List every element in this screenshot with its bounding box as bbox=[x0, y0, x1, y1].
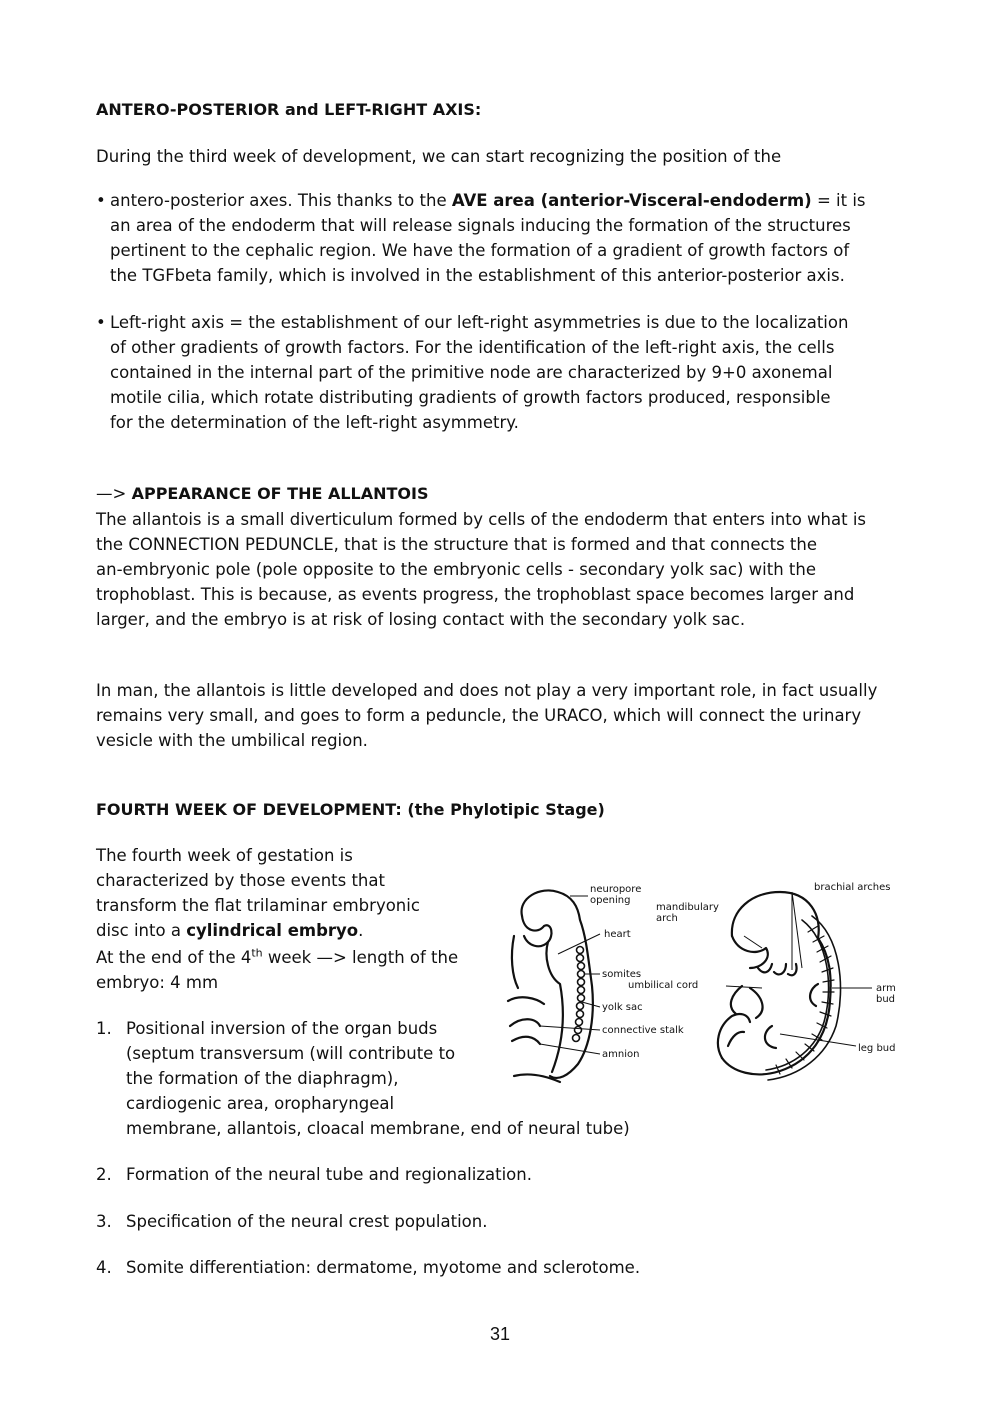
bullet-line: contained in the internal part of the primitive node are characterized by 9+0 axonemal bbox=[110, 363, 833, 382]
bullet-line: Left-right axis = the establishment of our left-right asymmetries is due to the localization bbox=[110, 313, 849, 332]
arm-bud-label-line2: bud bbox=[876, 994, 896, 1005]
bullet-text bbox=[110, 188, 910, 288]
left-embryo-ventral bbox=[547, 942, 563, 1072]
paragraph-line: In man, the allantois is little developed and does not play a very important role, in fact usually bbox=[96, 681, 878, 700]
arm-bud-label: arm bbox=[876, 983, 896, 994]
bullet-text bbox=[110, 310, 910, 435]
neuropore-label-line2: opening bbox=[590, 895, 631, 906]
connective-stalk-label: connective stalk bbox=[602, 1025, 684, 1036]
neuropore-label: neuropore bbox=[590, 884, 642, 895]
list-number: 4. bbox=[96, 1258, 112, 1277]
bullet-line: for the determination of the left-right asymmetry. bbox=[110, 413, 519, 432]
section-heading-fourth-week bbox=[96, 797, 605, 822]
list-number: 3. bbox=[96, 1212, 112, 1231]
bullet-text-lead: antero-posterior axes. This thanks to the bbox=[110, 191, 452, 210]
leg-bud bbox=[765, 1026, 776, 1048]
umbilical-cord bbox=[731, 986, 763, 1018]
paragraph-line: an-embryonic pole (pole opposite to the embryonic cells - secondary yolk sac) with the bbox=[96, 560, 816, 579]
list-text: Specification of the neural crest population. bbox=[126, 1212, 488, 1231]
section-heading-axes: ANTERO-POSTERIOR and LEFT-RIGHT AXIS: bbox=[96, 100, 482, 119]
paragraph-line: the CONNECTION PEDUNCLE, that is the structure that is formed and that connects the bbox=[96, 535, 817, 554]
paragraph-text: At the end of the 4 bbox=[96, 948, 252, 967]
bullet-line: the TGFbeta family, which is involved in the establishment of this anterior-posterior axis. bbox=[110, 266, 845, 285]
somites-label: somites bbox=[602, 969, 642, 980]
brachial-arches-label: brachial arches bbox=[814, 882, 891, 893]
list-line: (septum transversum (will contribute to bbox=[126, 1044, 456, 1063]
superscript: th bbox=[251, 946, 263, 960]
cylindrical-embryo-term: cylindrical embryo bbox=[186, 921, 359, 940]
mandibulary-arch-label-line2: arch bbox=[656, 913, 678, 924]
paragraph-line: characterized by those events that bbox=[96, 871, 385, 890]
bullet-line: an area of the endoderm that will release signals inducing the formation of the structures bbox=[110, 216, 851, 235]
yolk-sac-label: yolk sac bbox=[602, 1002, 643, 1013]
embryo-diagram bbox=[500, 876, 905, 1091]
list-line: Positional inversion of the organ buds bbox=[126, 1019, 438, 1038]
list-text: Formation of the neural tube and regionalization. bbox=[126, 1165, 532, 1184]
heart-label: heart bbox=[604, 929, 631, 940]
page-number: 31 bbox=[489, 1324, 511, 1344]
paragraph-line: transform the flat trilaminar embryonic bbox=[96, 896, 420, 915]
mandibulary-arch-label: mandibulary bbox=[656, 902, 719, 913]
section-heading-subtitle: (the Phylotipic Stage) bbox=[407, 800, 605, 819]
paragraph-line: remains very small, and goes to form a peduncle, the URACO, which will connect the urinary bbox=[96, 706, 862, 725]
fourth-week-intro bbox=[96, 843, 496, 995]
paragraph-line: The allantois is a small diverticulum formed by cells of the endoderm that enters into what is bbox=[96, 510, 867, 529]
bullet-line: pertinent to the cephalic region. We have the formation of a gradient of growth factors of bbox=[110, 241, 850, 260]
paragraph-line: vesicle with the umbilical region. bbox=[96, 731, 368, 750]
section-heading-allantois bbox=[96, 481, 429, 506]
paragraph-text: disc into a bbox=[96, 921, 187, 940]
list-number: 1. bbox=[96, 1019, 112, 1038]
paragraph-text: . bbox=[358, 921, 364, 940]
list-line: the formation of the diaphragm), bbox=[126, 1069, 399, 1088]
list-number: 2. bbox=[96, 1165, 112, 1184]
right-embryo-head bbox=[732, 936, 768, 968]
leg-bud-label: leg bud bbox=[858, 1043, 896, 1054]
bullet-line: motile cilia, which rotate distributing gradients of growth factors produced, responsible bbox=[110, 388, 831, 407]
bullet-text-rest: = it is bbox=[811, 191, 866, 210]
paragraph-line: The fourth week of gestation is bbox=[96, 846, 353, 865]
connective-stalk bbox=[510, 1019, 540, 1044]
arm-bud bbox=[810, 984, 818, 1006]
intro-text: During the third week of development, we can start recognizing the position of the bbox=[96, 147, 782, 166]
arrow-icon: —> bbox=[96, 484, 132, 503]
list-text: Somite differentiation: dermatome, myotome and sclerotome. bbox=[126, 1258, 641, 1277]
amnion-label: amnion bbox=[602, 1049, 640, 1060]
paragraph-text: week —> length of the bbox=[262, 948, 459, 967]
bullet-marker: • bbox=[96, 313, 106, 332]
allantois-paragraph-2 bbox=[96, 678, 916, 753]
allantois-paragraph-1 bbox=[96, 507, 916, 632]
section-heading-text: APPEARANCE OF THE ALLANTOIS bbox=[131, 484, 429, 503]
amnion-outline bbox=[514, 1074, 560, 1082]
left-embryo-outline bbox=[522, 890, 593, 1077]
section-heading-text: FOURTH WEEK OF DEVELOPMENT: bbox=[96, 800, 408, 819]
bullet-line: of other gradients of growth factors. For the identification of the left-right axis, the cells bbox=[110, 338, 835, 357]
list-line: membrane, allantois, cloacal membrane, end of neural tube) bbox=[126, 1119, 630, 1138]
umbilical-cord-label: umbilical cord bbox=[628, 980, 699, 991]
paragraph-line: trophoblast. This is because, as events progress, the trophoblast space becomes larger and bbox=[96, 585, 855, 604]
yolk-sac-outline bbox=[508, 997, 544, 1004]
bullet-marker: • bbox=[96, 191, 106, 210]
paragraph-line: larger, and the embryo is at risk of losing contact with the secondary yolk sac. bbox=[96, 610, 746, 629]
paragraph-line: embryo: 4 mm bbox=[96, 973, 219, 992]
list-line: cardiogenic area, oropharyngeal bbox=[126, 1094, 395, 1113]
ave-area-term: AVE area (anterior-Visceral-endoderm) bbox=[451, 191, 812, 210]
